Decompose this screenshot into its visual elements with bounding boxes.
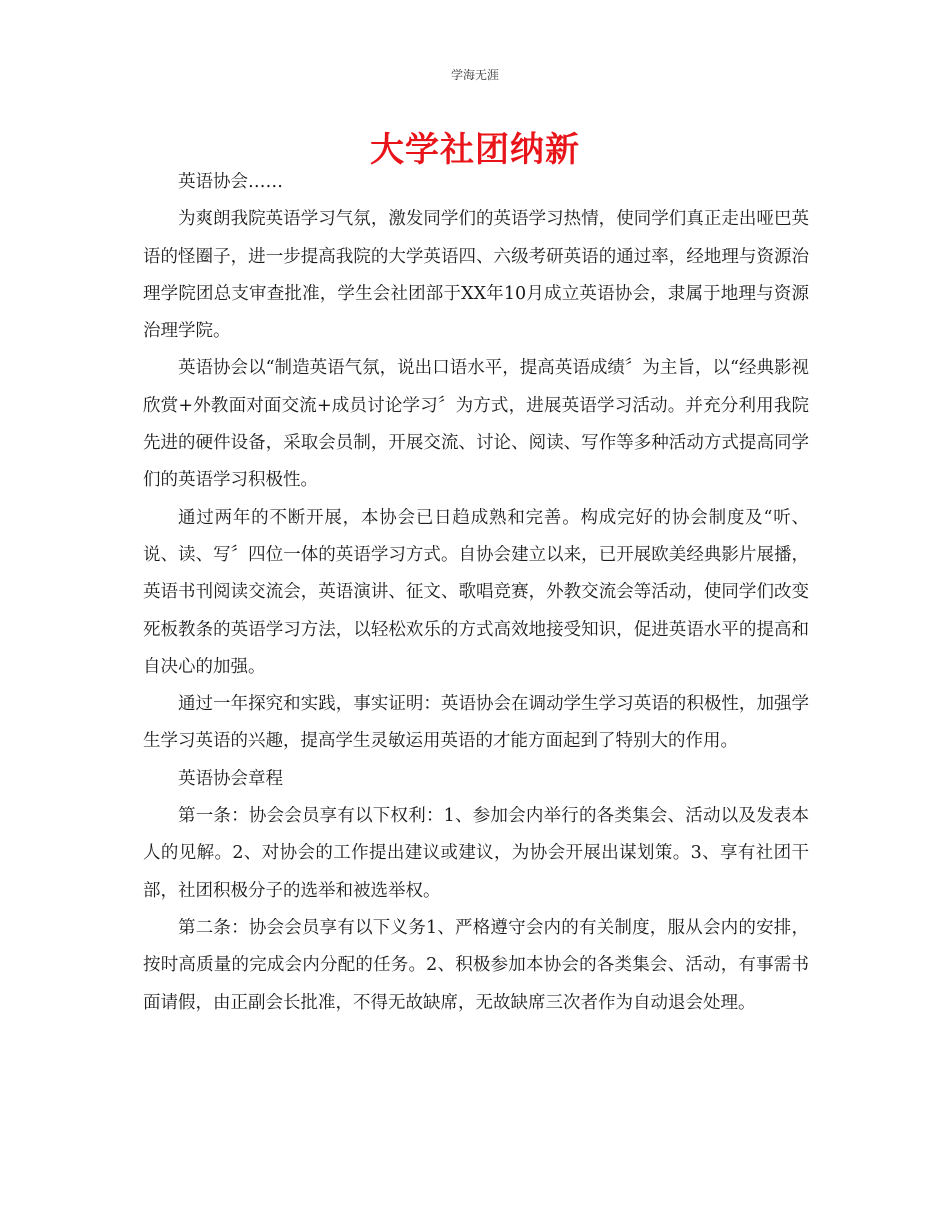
article-rights: 第一条：协会会员享有以下权利：1、参加会内举行的各类集会、活动以及发表本人的见解。2、对协会的工作提出建议或建议，为协会开展出谋划策。3、享有社团干部，社团积极分子的选举和被选举权。 bbox=[143, 806, 809, 901]
document-title: 大学社团纳新 bbox=[370, 130, 580, 170]
page-header: 学海无涯 bbox=[450, 68, 499, 82]
article-duties: 第二条：协会会员享有以下义务1、严格遵守会内的有关制度，服从会内的安排，按时高质量的完成会内分配的任务。2、积极参加本协会的各类集会、活动，有事需书面请假，由正副会长批准，不得无故缺席，无故缺席三次者作为自动退会处理。 bbox=[143, 917, 809, 1013]
paragraph-results: 通过一年探究和实践，事实证明：英语协会在调动学生学习英语的积极性，加强学生学习英语的兴趣，提高学生灵敏运用英语的才能方面起到了特别大的作用。 bbox=[143, 694, 809, 752]
section-heading-charter: 英语协会章程 bbox=[178, 768, 283, 789]
paragraph-intro: 英语协会…… bbox=[178, 172, 283, 192]
paragraph-development: 通过两年的不断开展，本协会已日趋成熟和完善。构成完好的协会制度及“听、说、读、写〞四位一体的英语学习方式。自协会建立以来，已开展欧美经典影片展播，英语书刊阅读交流会，英语演讲、征文、歌唱竞赛，外教交流会等活动，使同学们改变死板教条的英语学习方法，以轻松欢乐的方式高效地接受知识，促进英语水平的提高和自决心的加强。 bbox=[143, 507, 809, 677]
paragraph-purpose: 为爽朗我院英语学习气氛，激发同学们的英语学习热情，使同学们真正走出哑巴英语的怪圈子，进一步提高我院的大学英语四、六级考研英语的通过率，经地理与资源治理学院团总支审查批准，学生会社团部于XX年10月成立英语协会，隶属于地理与资源治理学院。 bbox=[143, 209, 809, 342]
paragraph-principle: 英语协会以“制造英语气氛，说出口语水平，提高英语成绩〞为主旨，以“经典影视欣赏+外教面对面交流+成员讨论学习〞为方式，进展英语学习活动。并充分利用我院先进的硬件设备，采取会员制，开展交流、讨论、阅读、写作等多种活动方式提高同学们的英语学习积极性。 bbox=[143, 358, 809, 491]
document-body bbox=[143, 164, 809, 1022]
